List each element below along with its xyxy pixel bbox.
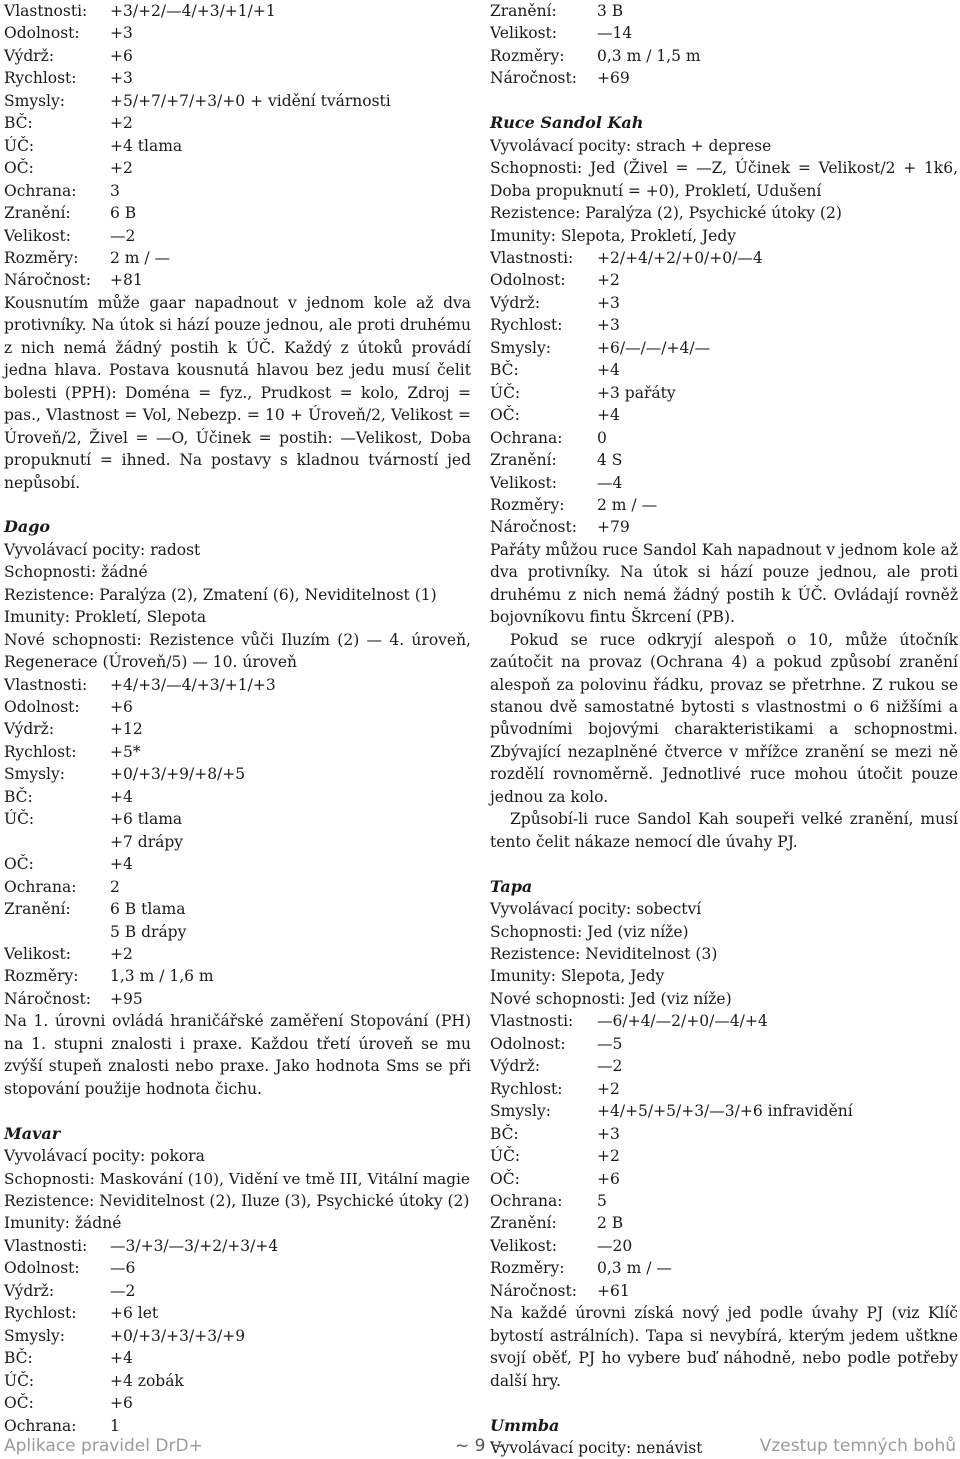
stat-row	[4, 1302, 471, 1324]
stat-row	[4, 853, 471, 875]
stat-value: +0/+3/+9/+8/+5	[110, 765, 246, 784]
stat-value: +4	[110, 1349, 133, 1368]
stat-value: +3	[597, 1124, 620, 1143]
stat-label: Zranění:	[4, 900, 71, 919]
stat-row	[4, 1392, 471, 1414]
stat-value: 2 m / —	[597, 495, 658, 514]
stat-label: Náročnost:	[4, 989, 91, 1008]
stat-value: +5/+7/+7/+3/+0 + vidění tvárnosti	[110, 91, 391, 110]
stat-label: OČ:	[4, 1394, 34, 1413]
stat-row	[490, 382, 958, 404]
stat-value: 6 B tlama	[110, 900, 186, 919]
stat-label: Rozměry:	[490, 46, 565, 65]
stat-label: Náročnost:	[490, 518, 577, 537]
stat-value: +3	[110, 24, 133, 43]
text-line: Rezistence: Paralýza (2), Psychické útoky (2)	[490, 204, 842, 223]
paragraph: Schopnosti: Jed (Živel = —Z, Účinek = Velikost/2 + 1k6, Doba propuknutí = +0), Prokletí, Udušení	[490, 159, 958, 200]
stat-row	[4, 67, 471, 89]
stat-label: Rozměry:	[490, 1259, 565, 1278]
stat-row	[4, 45, 471, 67]
stat-row	[490, 269, 958, 291]
stat-value: +4	[597, 406, 620, 425]
left-column	[4, 0, 471, 1437]
stat-label: BČ:	[4, 1349, 33, 1368]
stat-row	[4, 1257, 471, 1279]
stat-label: Zranění:	[4, 204, 71, 223]
stat-label: Ochrana:	[4, 181, 77, 200]
stat-row	[4, 988, 471, 1010]
stat-row	[4, 741, 471, 763]
stat-row	[4, 696, 471, 718]
stat-label: ÚČ:	[490, 1147, 521, 1166]
stat-label: Rozměry:	[4, 967, 79, 986]
creature-heading: Tapa	[490, 876, 533, 896]
stat-row	[4, 180, 471, 202]
stat-label: Smysly:	[4, 1326, 65, 1345]
stat-value: 1,3 m / 1,6 m	[110, 967, 214, 986]
stat-value: +3/+2/—4/+3/+1/+1	[110, 2, 276, 20]
stat-value: +6/—/—/+4/—	[597, 338, 711, 357]
stat-row	[490, 292, 958, 314]
stat-row	[490, 1100, 958, 1122]
stat-label: Ochrana:	[490, 428, 563, 447]
stat-label: Smysly:	[4, 765, 65, 784]
stat-value: 2	[110, 877, 120, 896]
stat-value: +6 let	[110, 1304, 159, 1323]
stat-label	[4, 921, 110, 943]
stat-row	[490, 1168, 958, 1190]
stat-label: Odolnost:	[4, 1259, 80, 1278]
stat-row	[490, 516, 958, 538]
stat-row	[490, 67, 958, 89]
stat-value: +2	[597, 271, 620, 290]
stat-value: +12	[110, 720, 143, 739]
stat-row	[490, 1212, 958, 1234]
text-line: Nové schopnosti: Jed (viz níže)	[490, 989, 732, 1008]
stat-row	[4, 1415, 471, 1437]
stat-row	[490, 1190, 958, 1212]
stat-label: Vlastnosti:	[4, 1236, 88, 1255]
stat-value: 2 m / —	[110, 248, 171, 267]
stat-value: —20	[597, 1236, 633, 1255]
spacer	[4, 1100, 471, 1122]
stat-row	[4, 112, 471, 134]
stat-label: Vlastnosti:	[4, 675, 88, 694]
stat-label: Výdrž:	[4, 720, 55, 739]
creature-heading: Dago	[4, 517, 51, 537]
stat-label: Odolnost:	[4, 698, 80, 717]
stat-label: Rychlost:	[490, 1079, 563, 1098]
stat-value: 1	[110, 1416, 120, 1435]
stat-label: Rychlost:	[490, 316, 563, 335]
stat-label: OČ:	[4, 159, 34, 178]
stat-label: Smysly:	[4, 91, 65, 110]
stat-label: Rychlost:	[4, 69, 77, 88]
stat-value: +3	[597, 316, 620, 335]
stat-row	[4, 831, 471, 853]
stat-row	[490, 1123, 958, 1145]
stat-value: +2	[597, 1147, 620, 1166]
paragraph: Na 1. úrovni ovládá hraničářské zaměření Stopování (PH) na 1. stupni znalosti i praxe. Každou třetí úroveň se mu zvýší stupeň znalosti nebo praxe. Jako hodnota Sms se při stopování použije hodnota čichu.	[4, 1012, 471, 1098]
stat-label: Velikost:	[4, 226, 71, 245]
stat-row	[4, 135, 471, 157]
stat-value: —6	[110, 1259, 136, 1278]
stat-value: +5*	[110, 742, 141, 761]
stat-value: —14	[597, 24, 633, 43]
stat-row	[4, 965, 471, 987]
stat-label: Výdrž:	[490, 1057, 541, 1076]
stat-row	[490, 314, 958, 336]
text-line: Imunity: Prokletí, Slepota	[4, 608, 207, 627]
stat-label: BČ:	[490, 1124, 519, 1143]
stat-value: —2	[597, 1057, 623, 1076]
stat-label: Výdrž:	[490, 293, 541, 312]
text-line: Imunity: žádné	[4, 1214, 122, 1233]
stat-value: —6/+4/—2/+0/—4/+4	[597, 1012, 768, 1031]
stat-label: Ochrana:	[4, 1416, 77, 1435]
stat-row	[4, 674, 471, 696]
stat-label: Smysly:	[490, 338, 551, 357]
stat-label: Výdrž:	[4, 1281, 55, 1300]
stat-label: Rozměry:	[490, 495, 565, 514]
stat-label: BČ:	[490, 361, 519, 380]
stat-row	[4, 90, 471, 112]
stat-row	[490, 45, 958, 67]
text-line: Imunity: Slepota, Prokletí, Jedy	[490, 226, 737, 245]
stat-label: Vlastnosti:	[4, 2, 88, 20]
stat-value: 4 S	[597, 451, 623, 470]
stat-row	[490, 1145, 958, 1167]
stat-label: Odolnost:	[490, 271, 566, 290]
stat-label: Náročnost:	[490, 1281, 577, 1300]
stat-label: Ochrana:	[4, 877, 77, 896]
stat-label: Zranění:	[490, 1214, 557, 1233]
stat-row	[490, 22, 958, 44]
stat-row	[4, 786, 471, 808]
stat-row	[490, 359, 958, 381]
stat-row	[490, 1078, 958, 1100]
stat-value: —4	[597, 473, 623, 492]
stat-row	[490, 1257, 958, 1279]
spacer	[490, 90, 958, 112]
stat-value: 2 B	[597, 1214, 624, 1233]
text-line: Vyvolávací pocity: radost	[4, 540, 201, 559]
stat-value: 0,3 m / 1,5 m	[597, 46, 701, 65]
stat-label: Velikost:	[490, 24, 557, 43]
stat-value: +2/+4/+2/+0/+0/—4	[597, 248, 763, 267]
stat-label: Rychlost:	[4, 742, 77, 761]
stat-value: +3 pařáty	[597, 383, 676, 402]
text-line: Vyvolávací pocity: sobectví	[490, 900, 702, 919]
stat-label: Náročnost:	[4, 271, 91, 290]
stat-label: Smysly:	[490, 1102, 551, 1121]
stat-value: +2	[110, 114, 133, 133]
stat-label: Vlastnosti:	[490, 248, 574, 267]
stat-row	[4, 921, 471, 943]
paragraph: Nové schopnosti: Rezistence vůči Iluzím (2) — 4. úroveň, Regenerace (Úroveň/5) — 10. úroveň	[4, 630, 471, 672]
stat-row	[490, 337, 958, 359]
text-line: Schopnosti: Maskování (10), Vidění ve tmě III, Vitální magie	[4, 1169, 470, 1188]
stat-label: Výdrž:	[4, 46, 55, 65]
stat-row	[490, 472, 958, 494]
stat-label: Odolnost:	[4, 24, 80, 43]
stat-value: —2	[110, 1281, 136, 1300]
stat-value: +4 tlama	[110, 136, 183, 155]
stat-row	[4, 157, 471, 179]
stat-value: 3 B	[597, 2, 624, 20]
spacer	[490, 853, 958, 875]
stat-label: ÚČ:	[4, 810, 35, 829]
footer-book-title: Aplikace pravidel DrD+	[4, 1436, 203, 1456]
stat-value: +6 tlama	[110, 810, 183, 829]
stat-label: Ochrana:	[490, 1191, 563, 1210]
right-column	[490, 0, 958, 1459]
text-line: Schopnosti: žádné	[4, 563, 148, 582]
stat-row	[4, 943, 471, 965]
text-line: Schopnosti: Jed (viz níže)	[490, 922, 689, 941]
stat-row	[4, 22, 471, 44]
stat-value: +6	[110, 46, 133, 65]
stat-row	[490, 1010, 958, 1032]
text-line: Vyvolávací pocity: strach + deprese	[490, 136, 772, 155]
stat-label: OČ:	[490, 406, 520, 425]
stat-label: Velikost:	[490, 473, 557, 492]
text-line: Rezistence: Neviditelnost (3)	[490, 945, 718, 963]
stat-row	[4, 808, 471, 830]
stat-row	[4, 763, 471, 785]
stat-label: Zranění:	[490, 451, 557, 470]
stat-value: +3	[597, 293, 620, 312]
stat-row	[490, 427, 958, 449]
stat-value: +4 zobák	[110, 1371, 184, 1390]
stat-row	[4, 1347, 471, 1369]
stat-row	[490, 1033, 958, 1055]
text-line: Rezistence: Neviditelnost (2), Iluze (3), Psychické útoky (2)	[4, 1191, 470, 1210]
stat-row	[490, 494, 958, 516]
stat-label: ÚČ:	[4, 1371, 35, 1390]
stat-row	[4, 225, 471, 247]
stat-value: 5	[597, 1191, 607, 1210]
text-line: Vyvolávací pocity: pokora	[4, 1147, 205, 1166]
stat-row	[4, 718, 471, 740]
stat-value: 5 B drápy	[110, 922, 187, 941]
stat-value: +95	[110, 989, 143, 1008]
stat-row	[490, 449, 958, 471]
stat-row	[4, 1280, 471, 1302]
page-number: ~ 9 ~	[454, 1436, 506, 1456]
stat-row	[4, 898, 471, 920]
stat-row	[4, 269, 471, 291]
stat-row	[490, 0, 958, 22]
stat-value: +6	[597, 1169, 620, 1188]
stat-row	[4, 247, 471, 269]
paragraph: Na každé úrovni získá nový jed podle úvahy PJ (viz Klíč bytostí astrálních). Tapa si nevybírá, kterým jedem uštkne svojí oběť, PJ ho vybere buď náhodně, nebo podle potřeby další hry.	[490, 1304, 958, 1390]
stat-value: +2	[110, 159, 133, 178]
stat-label: Vlastnosti:	[490, 1012, 574, 1031]
stat-row	[4, 876, 471, 898]
stat-value: 0,3 m / —	[597, 1259, 672, 1278]
stat-value: +7 drápy	[110, 832, 184, 851]
stat-value: +61	[597, 1281, 630, 1300]
stat-label: ÚČ:	[4, 136, 35, 155]
spacer	[4, 494, 471, 516]
stat-value: +4/+3/—4/+3/+1/+3	[110, 675, 276, 694]
stat-row	[4, 202, 471, 224]
paragraph: Způsobí-li ruce Sandol Kah soupeři velké zranění, musí tento čelit nákaze nemocí dle úvahy PJ.	[490, 810, 958, 851]
stat-label: Zranění:	[490, 2, 557, 20]
stat-label: OČ:	[4, 855, 34, 874]
stat-value: 6 B	[110, 204, 137, 223]
stat-value: +3	[110, 69, 133, 88]
stat-value: 0	[597, 428, 607, 447]
stat-row	[490, 404, 958, 426]
stat-label: Velikost:	[4, 945, 71, 964]
creature-heading: Ruce Sandol Kah	[490, 113, 644, 133]
stat-value: +0/+3/+3/+3/+9	[110, 1326, 246, 1345]
stat-label: Velikost:	[490, 1236, 557, 1255]
stat-row	[4, 1370, 471, 1392]
stat-value: —3/+3/—3/+2/+3/+4	[110, 1236, 279, 1255]
stat-label: Odolnost:	[490, 1034, 566, 1053]
spacer	[490, 1392, 958, 1414]
stat-row	[4, 0, 471, 22]
stat-row	[490, 1235, 958, 1257]
page-footer	[0, 1436, 960, 1458]
paragraph: Pařáty můžou ruce Sandol Kah napadnout v jednom kole až dva protivníky. Na útok si hází pouze jednou, ale proti druhému z nich nemá žádný postih k ÚČ. Ovládají rovněž bojovníkovu fintu Škrcení (PB).	[490, 540, 958, 627]
stat-value: +4	[597, 361, 620, 380]
text-line: Imunity: Slepota, Jedy	[490, 967, 665, 986]
paragraph: Kousnutím může gaar napadnout v jednom kole až dva protivníky. Na útok si hází pouze jednou, ale proti druhému z nich nemá žádný postih k ÚČ. Každý z útoků provádí jedna hlava. Postava kousnutá hlavou bez jedu musí čelit bolesti (PPH): Doména = fyz., Prudkost = kolo, Zdroj = pas., Vlastnost = Vol, Nebezp. = 10 + Úroveň/2, Velikost = Úroveň/2, Živel = —O, Účinek = postih: —Velikost, Doba propuknutí = ihned. Na postavy s kladnou tvárností jed nepůsobí.	[4, 293, 471, 492]
stat-value: +6	[110, 1394, 133, 1413]
stat-value: +2	[597, 1079, 620, 1098]
stat-label: Rychlost:	[4, 1304, 77, 1323]
stat-label: ÚČ:	[490, 383, 521, 402]
stat-label: OČ:	[490, 1169, 520, 1188]
stat-row	[490, 1280, 958, 1302]
stat-row	[4, 1235, 471, 1257]
stat-value: +6	[110, 698, 133, 717]
stat-value: +4	[110, 855, 133, 874]
stat-row	[4, 1325, 471, 1347]
stat-value: +2	[110, 945, 133, 964]
stat-label: BČ:	[4, 787, 33, 806]
stat-row	[490, 247, 958, 269]
stat-label: BČ:	[4, 114, 33, 133]
stat-value: +69	[597, 69, 630, 88]
stat-label: Náročnost:	[490, 69, 577, 88]
stat-value: —2	[110, 226, 136, 245]
stat-value: —5	[597, 1034, 623, 1053]
stat-label: Rozměry:	[4, 248, 79, 267]
text-line: Rezistence: Paralýza (2), Zmatení (6), Neviditelnost (1)	[4, 585, 437, 604]
stat-value: +79	[597, 518, 630, 537]
stat-value: +4/+5/+5/+3/—3/+6 infravidění	[597, 1102, 853, 1121]
stat-row	[490, 1055, 958, 1077]
creature-heading: Mavar	[4, 1123, 61, 1143]
stat-value: +4	[110, 787, 133, 806]
footer-chapter-title: Vzestup temných bohů	[759, 1436, 956, 1456]
creature-heading: Ummba	[490, 1415, 560, 1435]
paragraph: Pokud se ruce odkryjí alespoň o 10, může útočník zaútočit na provaz (Ochrana 4) a pokud způsobí zranění alespoň za polovinu řádku, provaz se přetrhne. Z rukou se stanou dvě samostatné bytosti s vlastnostmi o 6 nižšími a původními bojovými charakteristikami a schopnostmi. Zbývající nezaplněné čtverce v mřížce zranění se mezi ně rozdělí rovnoměrně. Jednotlivé ruce mohou útočit pouze jednou za kolo.	[490, 630, 958, 806]
stat-value: +81	[110, 271, 143, 290]
stat-value: 3	[110, 181, 120, 200]
stat-label	[4, 831, 110, 853]
text-line: Vyvolávací pocity: nenávist	[490, 1438, 703, 1457]
